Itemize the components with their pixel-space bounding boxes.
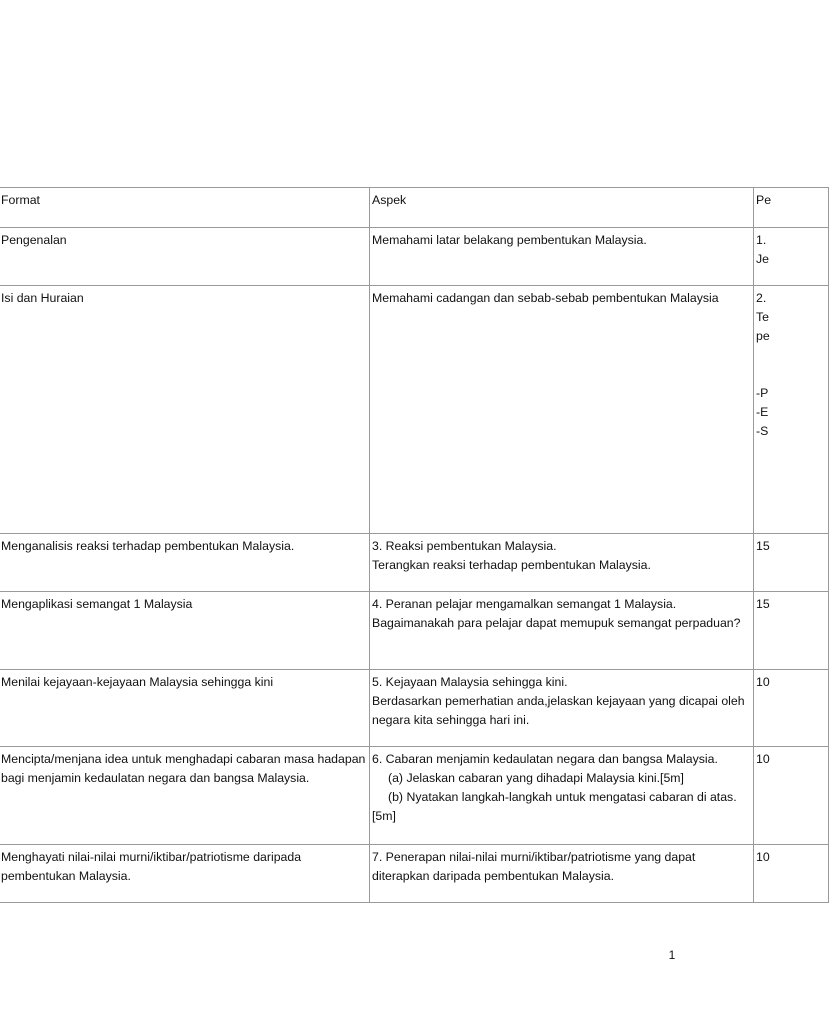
table-row — [0, 747, 829, 845]
aspek-cell — [370, 286, 754, 534]
third-line: 10 — [756, 752, 770, 766]
blank-line — [756, 346, 825, 365]
format-cell: Menganalisis reaksi terhadap pembentukan Malaysia. — [0, 534, 370, 592]
third-line: pe — [756, 329, 770, 343]
blank-line — [756, 365, 825, 384]
format-cell: Mengaplikasi semangat 1 Malaysia — [0, 592, 370, 670]
table-header-row — [0, 188, 829, 228]
header-aspek: Aspek — [370, 188, 754, 228]
third-cell — [754, 670, 829, 747]
table-row — [0, 286, 829, 534]
aspek-line: 6. Cabaran menjamin kedaulatan negara dan bangsa Malaysia. — [372, 752, 718, 766]
page-number: 1 — [668, 948, 676, 962]
third-line: -P — [756, 386, 769, 400]
aspek-line: 7. Penerapan nilai-nilai murni/iktibar/patriotisme yang dapat diterapkan daripada pembentukan Malaysia. — [372, 850, 696, 883]
aspek-line: 4. Peranan pelajar mengamalkan semangat 1 Malaysia. — [372, 597, 677, 611]
third-line: 10 — [756, 675, 770, 689]
format-cell: Menilai kejayaan-kejayaan Malaysia sehingga kini — [0, 670, 370, 747]
aspek-line: Memahami latar belakang pembentukan Malaysia. — [372, 233, 647, 247]
aspek-line: 3. Reaksi pembentukan Malaysia. — [372, 539, 557, 553]
aspek-cell — [370, 845, 754, 903]
third-cell — [754, 228, 829, 286]
aspek-line: Memahami cadangan dan sebab-sebab pembentukan Malaysia — [372, 291, 719, 305]
third-line: Te — [756, 310, 769, 324]
third-cell — [754, 286, 829, 534]
aspek-subitem: (b) Nyatakan langkah-langkah untuk mengatasi cabaran di atas.[5m] — [372, 790, 737, 823]
header-format: Format — [0, 188, 370, 228]
third-line: -E — [756, 405, 769, 419]
table-row — [0, 670, 829, 747]
third-line: 1. — [756, 233, 767, 247]
format-cell: Pengenalan — [0, 228, 370, 286]
aspek-line: Berdasarkan pemerhatian anda,jelaskan kejayaan yang dicapai oleh negara kita sehingga hari ini. — [372, 694, 745, 727]
third-line: -S — [756, 424, 769, 438]
third-line: 15 — [756, 597, 770, 611]
header-third: Pe — [754, 188, 829, 228]
third-cell — [754, 747, 829, 845]
table-row — [0, 228, 829, 286]
aspek-cell — [370, 228, 754, 286]
format-cell: Isi dan Huraian — [0, 286, 370, 534]
format-cell: Menghayati nilai-nilai murni/iktibar/patriotisme daripada pembentukan Malaysia. — [0, 845, 370, 903]
aspek-line: Terangkan reaksi terhadap pembentukan Malaysia. — [372, 558, 651, 572]
table-row — [0, 534, 829, 592]
third-line: 10 — [756, 850, 770, 864]
table-row — [0, 845, 829, 903]
aspek-cell — [370, 747, 754, 845]
third-cell — [754, 845, 829, 903]
aspek-cell — [370, 670, 754, 747]
third-cell — [754, 592, 829, 670]
third-line: 2. — [756, 291, 767, 305]
aspek-cell — [370, 592, 754, 670]
aspek-line: 5. Kejayaan Malaysia sehingga kini. — [372, 675, 568, 689]
rubric-table — [0, 187, 829, 903]
third-line: 15 — [756, 539, 770, 553]
third-line: Je — [756, 252, 769, 266]
aspek-cell — [370, 534, 754, 592]
format-cell: Mencipta/menjana idea untuk menghadapi cabaran masa hadapan bagi menjamin kedaulatan negara dan bangsa Malaysia. — [0, 747, 370, 845]
aspek-subitem: (a) Jelaskan cabaran yang dihadapi Malaysia kini.[5m] — [388, 771, 684, 785]
table-row — [0, 592, 829, 670]
third-cell — [754, 534, 829, 592]
aspek-line: Bagaimanakah para pelajar dapat memupuk semangat perpaduan? — [372, 616, 741, 630]
